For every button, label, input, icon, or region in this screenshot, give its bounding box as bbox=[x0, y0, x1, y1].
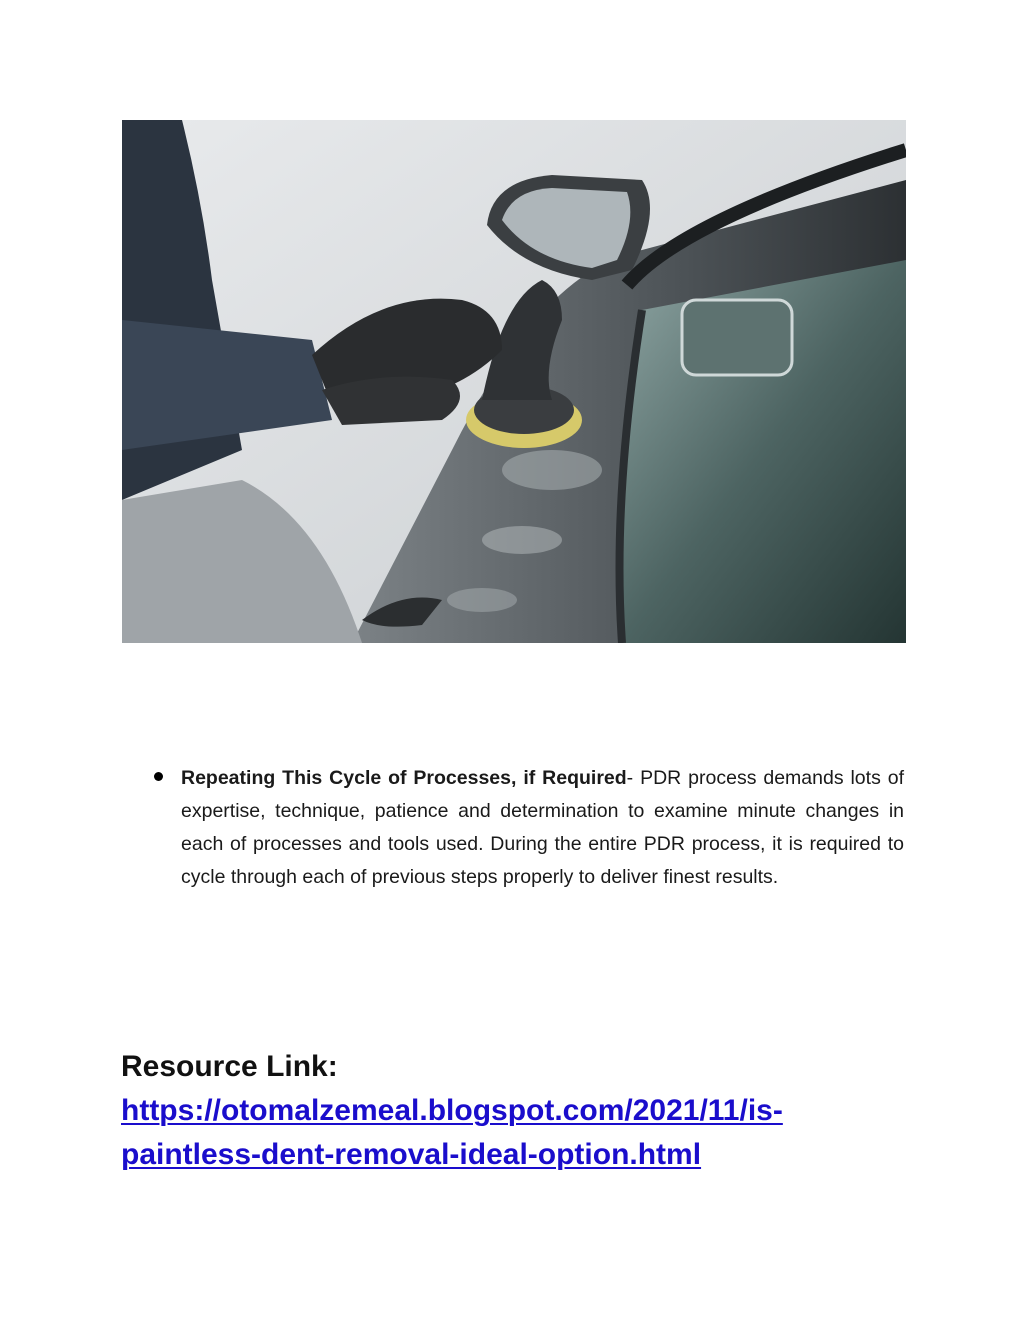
resource-link-line2[interactable]: paintless-dent-removal-ideal-option.html bbox=[121, 1138, 702, 1171]
bullet-heading: Repeating This Cycle of Processes, if Required bbox=[181, 767, 627, 789]
bullet-paragraph bbox=[181, 762, 904, 894]
bullet-separator: - bbox=[626, 767, 634, 789]
bullet-body: PDR process demands lots of expertise, technique, patience and determination to examine minute changes in each of processes and tools used. During the entire PDR process, it is required to cycle through each of previous steps properly to deliver finest results. bbox=[181, 767, 904, 888]
bullet-icon bbox=[154, 772, 163, 781]
resource-link-line1[interactable]: https://otomalzemeal.blogspot.com/2021/11/is- bbox=[121, 1094, 783, 1127]
resource-section bbox=[121, 1045, 921, 1177]
bullet-item bbox=[150, 762, 904, 894]
resource-link[interactable] bbox=[121, 1089, 921, 1177]
resource-label: Resource Link: bbox=[121, 1050, 338, 1083]
car-polishing-photo bbox=[122, 120, 906, 643]
